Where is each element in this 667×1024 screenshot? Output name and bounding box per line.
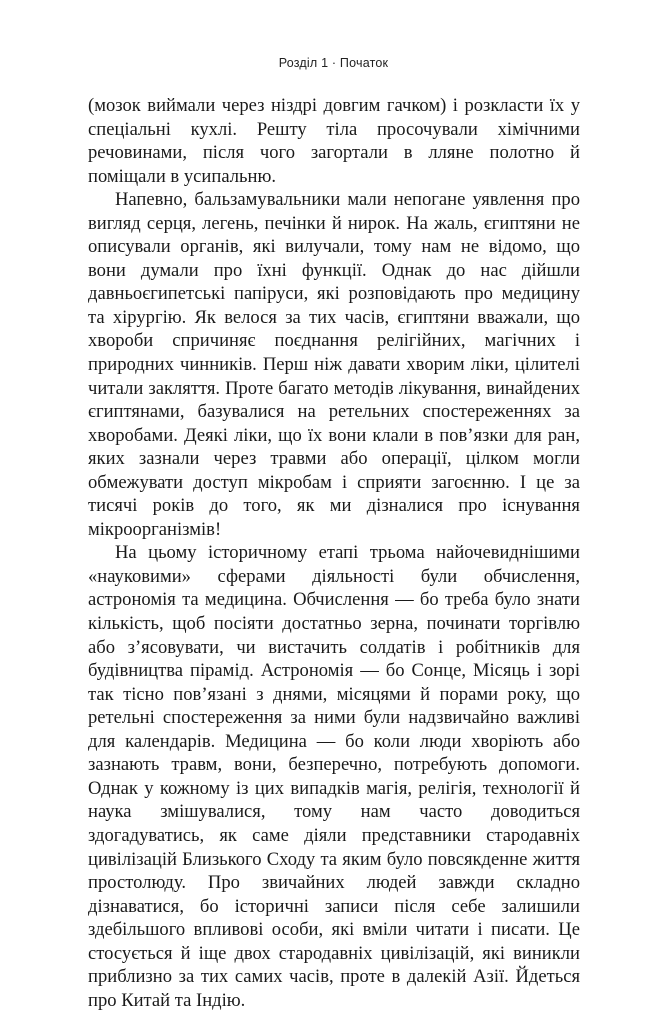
paragraph-continuation: (мозок виймали через ніздрі довгим гачком) і розкласти їх у спеціальні кухлі. Решту тіла просочували хімічними речовинами, після чого загортали в лляне полотно й поміщали в усипальню.	[88, 95, 580, 187]
paragraph-embalmers: Напевно, бальзамувальники мали непогане уявлення про вигляд серця, легень, печінки й нирок. На жаль, єгиптяни не описували органів, які вилучали, тому нам не відомо, що вони думали про їхні функції. Однак до нас дійшли давньоєгипетські папіруси, які розповідають про медицину та хірургію. Як велося за тих часів, єгиптяни вважали, що хвороби спричиняє поєднання релігійних, магічних і природних чинників. Перш ніж давати хворим ліки, цілителі читали закляття. Проте багато методів лікування, винайдених єгиптянами, базувалися на ретельних спостереженнях за хворобами. Деякі ліки, що їх вони клали в пов’язки для ран, яких зазнали через травми або операції, цілком могли обмежувати доступ мікробам і сприяти загоєнню. І це за тисячі років до того, як ми дізналися про існування мікроорганізмів!	[88, 189, 580, 540]
running-header: Розділ 1 · Початок	[278, 56, 389, 70]
body-text	[88, 94, 580, 1012]
paragraph-sciences: На цьому історичному етапі трьома найочевиднішими «науковими» сферами діяльності були обчислення, астрономія та медицина. Обчислення — бо треба було знати кількість, щоб посіяти достатньо зерна, починати торгівлю або з’ясовувати, чи вистачить солдатів і робітників для будівництва пірамід. Астрономія — бо Сонце, Місяць і зорі так тісно пов’язані з днями, місяцями й порами року, що ретельні спостереження за ними були надзвичайно важливі для календарів. Медицина — бо коли люди хворіють або зазнають травм, вони, безперечно, потребують допомоги. Однак у кожному із цих випадків магія, релігія, технології й наука змішувалися, тому нам часто доводиться здогадуватись, як саме діяли представники стародавніх цивілізацій Близького Сходу та яким було повсякденне життя простолюду. Про звичайних людей завжди складно дізнаватися, бо історичні записи після себе залишили здебільшого впливові особи, які вміли читати і писати. Це стосується й іще двох стародавніх цивілізацій, які виникли приблизно за тих самих часів, проте в далекій Азії. Йдеться про Китай та Індію.	[88, 542, 580, 1011]
